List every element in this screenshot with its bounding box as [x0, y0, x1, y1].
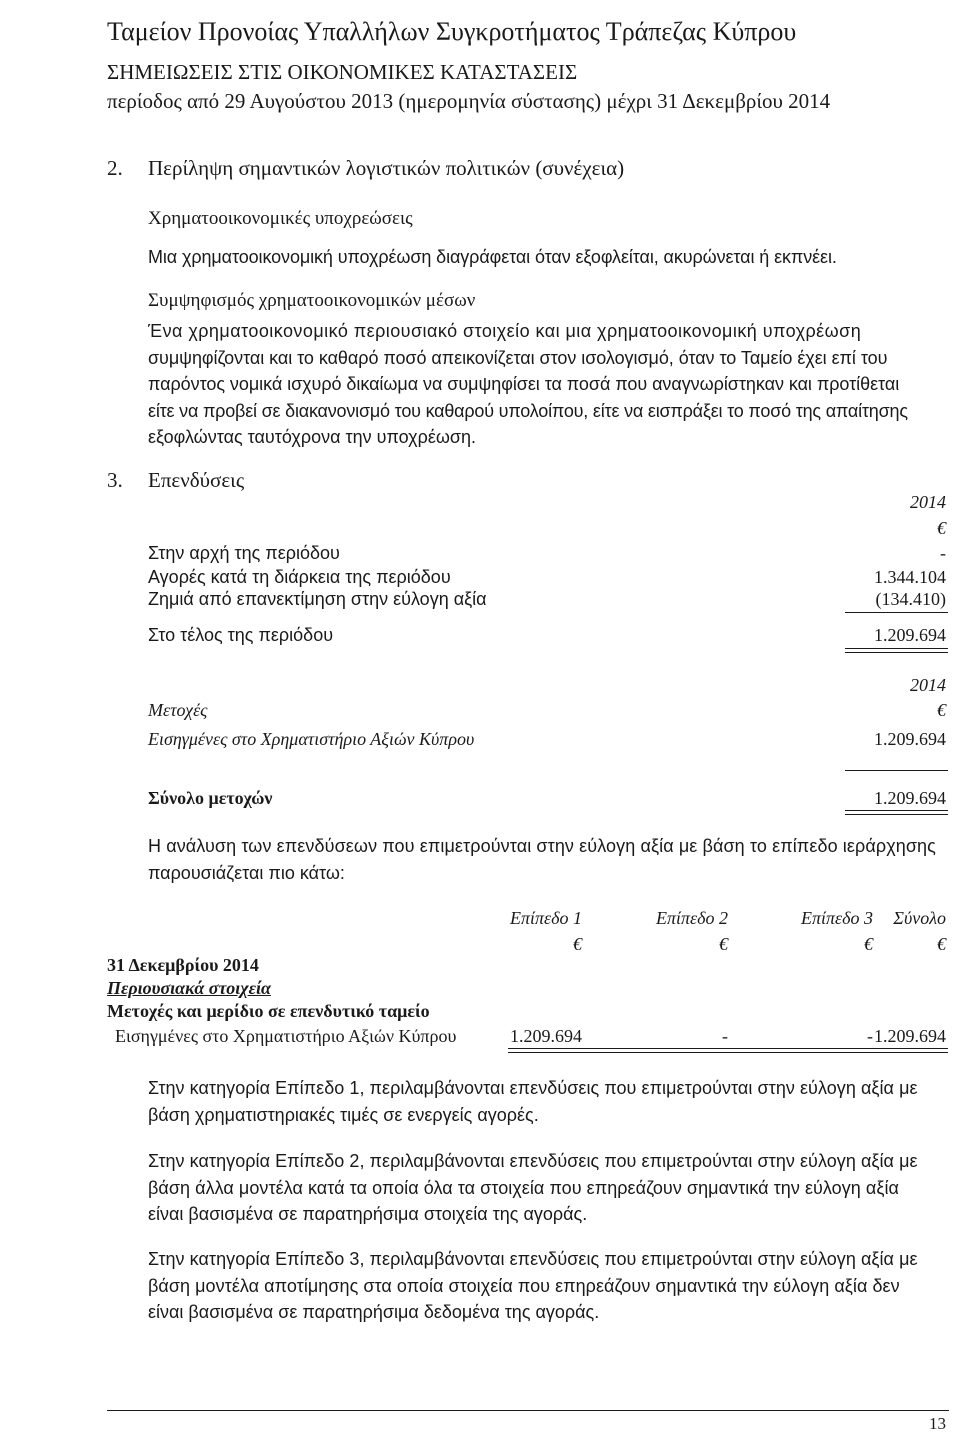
period-line: περίοδος από 29 Αυγούστου 2013 (ημερομηνία σύστασης) μέχρι 31 Δεκεμβρίου 2014 — [107, 89, 831, 113]
hierarchy-rule-bottom — [508, 1052, 948, 1053]
shares-total-rule-bottom — [845, 814, 948, 815]
note-line: Στην κατηγορία Επίπεδο 2, περιλαμβάνονται επενδύσεις που επιμετρούνται στην εύλογη αξία με — [148, 1151, 918, 1171]
note-line: βάση χρηματιστηριακές τιμές σε ενεργείς αγορές. — [148, 1104, 539, 1125]
page-number: 13 — [929, 1414, 946, 1433]
shares-total-value: 1.209.694 — [874, 788, 946, 808]
total-double-rule-top — [845, 648, 948, 649]
movement-row-label: Στην αρχή της περιόδου — [148, 543, 340, 563]
movement-currency-header: € — [937, 518, 946, 538]
total-double-rule-bottom — [845, 652, 948, 653]
offset-line: Ένα χρηματοοικονομικό περιουσιακό στοιχείο και μια χρηματοοικονομική υποχρέωση — [148, 321, 862, 341]
shares-total-label: Σύνολο μετοχών — [148, 788, 273, 808]
section-2-number: 2. — [107, 156, 123, 180]
hierarchy-rule-top — [508, 1048, 948, 1049]
offset-line: είτε να προβεί σε διακανονισμό του καθαρού υπολοίπου, είτε να εισπράξει το ποσό της απαίτησης — [148, 400, 908, 421]
hierarchy-level-1-value: 1.209.694 — [510, 1026, 582, 1046]
movement-year-header: 2014 — [910, 492, 946, 512]
movement-row-label: Ζημιά από επανεκτίμηση στην εύλογη αξία — [148, 589, 487, 609]
hierarchy-intro — [148, 833, 954, 886]
hierarchy-row-label: Εισηγμένες στο Χρηματιστήριο Αξιών Κύπρου — [115, 1026, 457, 1046]
note-line: Στην κατηγορία Επίπεδο 3, περιλαμβάνονται επενδύσεις που επιμετρούνται στην εύλογη αξία με — [148, 1249, 918, 1269]
offset-line: συμψηφίζονται και το καθαρό ποσό απεικονίζεται στον ισολογισμό, όταν το Ταμείο έχει επί του — [148, 347, 888, 368]
note-line: βάση μοντέλα αποτίμησης στα οποία στοιχεία που επηρεάζουν σημαντικά την εύλογη αξία δεν — [148, 1275, 900, 1296]
hierarchy-level-2-value: - — [722, 1026, 728, 1046]
note-line: βάση άλλα μοντέλα κατά τα οποία όλα τα στοιχεία που επηρεάζουν σημαντικά την εύλογη αξία — [148, 1177, 899, 1198]
col-currency: € — [573, 934, 582, 954]
movement-row-value: (134.410) — [875, 589, 946, 609]
col-header-total: Σύνολο — [893, 908, 946, 928]
intro-line: Η ανάλυση των επενδύσεων που επιμετρούνται στην εύλογη αξία με βάση το επίπεδο ιεράρχησης — [148, 836, 936, 856]
hierarchy-level-3-value: - — [867, 1026, 873, 1046]
offset-paragraph — [148, 318, 954, 451]
shares-currency-header: € — [937, 700, 946, 720]
liabilities-text: Μια χρηματοοικονομική υποχρέωση διαγράφεται όταν εξοφλείται, ακυρώνεται ή εκπνέει. — [148, 247, 837, 267]
offset-line: παρόντος νομικά ισχυρό δικαίωμα να συμψηφίσει τα ποσά που αναγνωρίστηκαν και προτίθεται — [148, 374, 900, 394]
col-header-level-2: Επίπεδο 2 — [656, 908, 728, 928]
section-2-title: Περίληψη σημαντικών λογιστικών πολιτικών — [148, 156, 531, 180]
intro-line: παρουσιάζεται πιο κάτω: — [148, 862, 345, 883]
level-1-note — [148, 1075, 954, 1128]
footer-rule — [107, 1410, 949, 1411]
movement-row-label: Αγορές κατά τη διάρκεια της περιόδου — [148, 567, 451, 587]
movement-row-value: 1.344.104 — [874, 567, 946, 587]
shares-year-header: 2014 — [910, 675, 946, 695]
level-2-note — [148, 1148, 954, 1228]
col-header-level-3: Επίπεδο 3 — [801, 908, 873, 928]
shares-subtotal-rule — [845, 770, 948, 771]
shares-total-rule-top — [845, 810, 948, 811]
shares-row-label: Εισηγμένες στο Χρηματιστήριο Αξιών Κύπρου — [148, 729, 475, 749]
offset-heading: Συμψηφισμός χρηματοοικονομικών μέσων — [148, 290, 476, 311]
shares-heading: Μετοχές — [148, 700, 208, 720]
group-label: Μετοχές και μερίδιο σε επενδυτικό ταμείο — [107, 1001, 430, 1021]
fund-title: Ταμείον Προνοίας Υπαλλήλων Συγκροτήματος Τράπεζας Κύπρου — [107, 17, 797, 46]
movement-row-value: - — [940, 543, 946, 563]
level-3-note — [148, 1246, 954, 1326]
section-2-title-suffix: (συνέχεια) — [535, 156, 625, 180]
section-3-number: 3. — [107, 468, 123, 492]
col-currency: € — [719, 934, 728, 954]
liabilities-heading: Χρηματοοικονομικές υποχρεώσεις — [148, 208, 413, 229]
movement-total-label: Στο τέλος της περιόδου — [148, 625, 334, 645]
movement-total-value: 1.209.694 — [874, 625, 946, 645]
section-3-title: Επενδύσεις — [148, 468, 245, 492]
note-line: Στην κατηγορία Επίπεδο 1, περιλαμβάνονται επενδύσεις που επιμετρούνται στην εύλογη αξία με — [148, 1078, 918, 1098]
note-line: είναι βασισμένα σε παρατηρήσιμα στοιχεία της αγοράς. — [148, 1204, 588, 1224]
section-2-heading — [148, 156, 624, 181]
assets-label: Περιουσιακά στοιχεία — [107, 978, 271, 998]
notes-subtitle: ΣΗΜΕΙΩΣΕΙΣ ΣΤΙΣ ΟΙΚΟΝΟΜΙΚΕΣ ΚΑΤΑΣΤΑΣΕΙΣ — [107, 60, 578, 84]
col-currency: € — [937, 934, 946, 954]
col-header-level-1: Επίπεδο 1 — [510, 908, 582, 928]
shares-row-value: 1.209.694 — [874, 729, 946, 749]
hierarchy-total-value: 1.209.694 — [874, 1026, 946, 1046]
offset-line: εξοφλώντας ταυτόχρονα την υποχρέωση. — [148, 427, 477, 447]
note-line: είναι βασισμένα σε παρατηρήσιμα δεδομένα της αγοράς. — [148, 1302, 600, 1322]
col-currency: € — [864, 934, 873, 954]
subtotal-rule — [845, 612, 948, 613]
hierarchy-date: 31 Δεκεμβρίου 2014 — [107, 955, 259, 975]
